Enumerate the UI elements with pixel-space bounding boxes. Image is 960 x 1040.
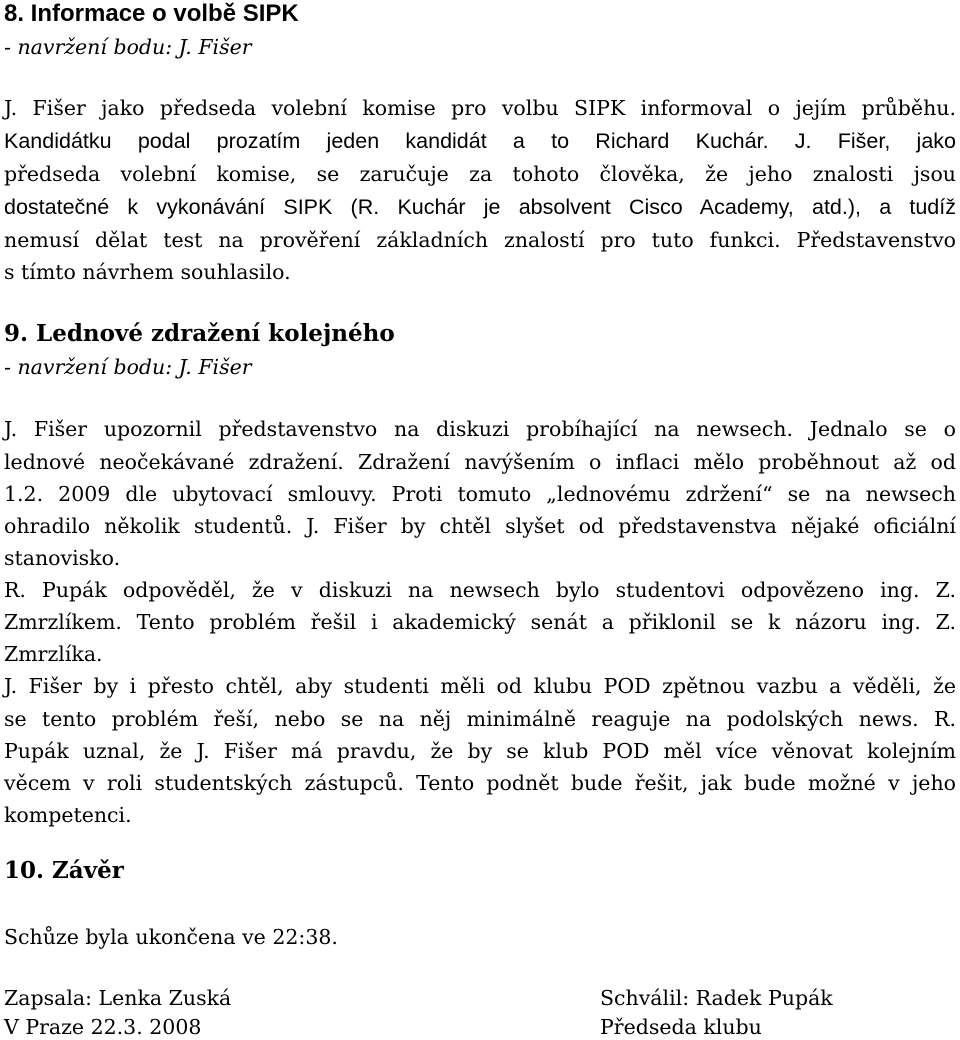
approver-role: Předseda klubu [600, 1015, 762, 1039]
closing-statement: Schůze byla ukončena ve 22:38. [4, 925, 338, 949]
paragraph-line: kompetenci. [4, 803, 132, 827]
recorded-by: Zapsala: Lenka Zuská [4, 986, 232, 1010]
paragraph-line: Pupák uznal, že J. Fišer má pravdu, že by se klub POD měl více věnovat kolejním [4, 739, 956, 763]
paragraph-line: lednové neočekávané zdražení. Zdražení navýšením o inflaci mělo proběhnout až od [4, 450, 956, 474]
paragraph-line: J. Fišer upozornil představenstvo na diskuzi probíhající na newsech. Jednalo se o [4, 417, 956, 441]
section-10-heading: 10. Závěr [4, 857, 124, 884]
paragraph-line: nemusí dělat test na prověření základních znalostí pro tuto funkci. Představenstvo [4, 228, 956, 252]
paragraph-line: předseda volební komise, se zaručuje za tohoto člověka, že jeho znalosti jsou [4, 162, 956, 186]
paragraph-line: dostatečné k vykonávání SIPK (R. Kuchár je absolvent Cisco Academy, atd.), a tudíž [4, 195, 956, 219]
place-date: V Praze 22.3. 2008 [4, 1015, 202, 1039]
section-8-heading: 8. Informace o volbě SIPK [4, 0, 299, 27]
paragraph-line: 1.2. 2009 dle ubytovací smlouvy. Proti tomuto „lednovému zdržení“ se na newsech [4, 482, 956, 506]
paragraph-line: J. Fišer by i přesto chtěl, aby studenti měli od klubu POD zpětnou vazbu a věděli, že [4, 674, 956, 698]
paragraph-line: J. Fišer jako předseda volební komise pro volbu SIPK informoval o jejím průběhu. [4, 96, 956, 120]
paragraph-line: ohradilo několik studentů. J. Fišer by chtěl slyšet od představenstva nějaké oficiální [4, 514, 956, 538]
paragraph-line: Zmrzlíkem. Tento problém řešil i akademický senát a přiklonil se k názoru ing. Z. [4, 610, 956, 634]
section-9-heading: 9. Lednové zdražení kolejného [4, 320, 395, 347]
section-8-proposer: - navržení bodu: J. Fišer [4, 35, 252, 59]
paragraph-line: Kandidátku podal prozatím jeden kandidát a to Richard Kuchár. J. Fišer, jako [4, 129, 956, 153]
approved-by: Schválil: Radek Pupák [600, 986, 833, 1010]
paragraph-line: Zmrzlíka. [4, 642, 103, 666]
paragraph-line: se tento problém řeší, nebo se na něj minimálně reaguje na podolských news. R. [4, 707, 956, 731]
paragraph-line: věcem v roli studentských zástupců. Tento podnět bude řešit, jak bude možné v jeho [4, 771, 956, 795]
section-9-proposer: - navržení bodu: J. Fišer [4, 355, 252, 379]
paragraph-line: R. Pupák odpověděl, že v diskuzi na newsech bylo studentovi odpovězeno ing. Z. [4, 578, 956, 602]
paragraph-line: stanovisko. [4, 546, 121, 570]
paragraph-line: s tímto návrhem souhlasilo. [4, 260, 291, 284]
